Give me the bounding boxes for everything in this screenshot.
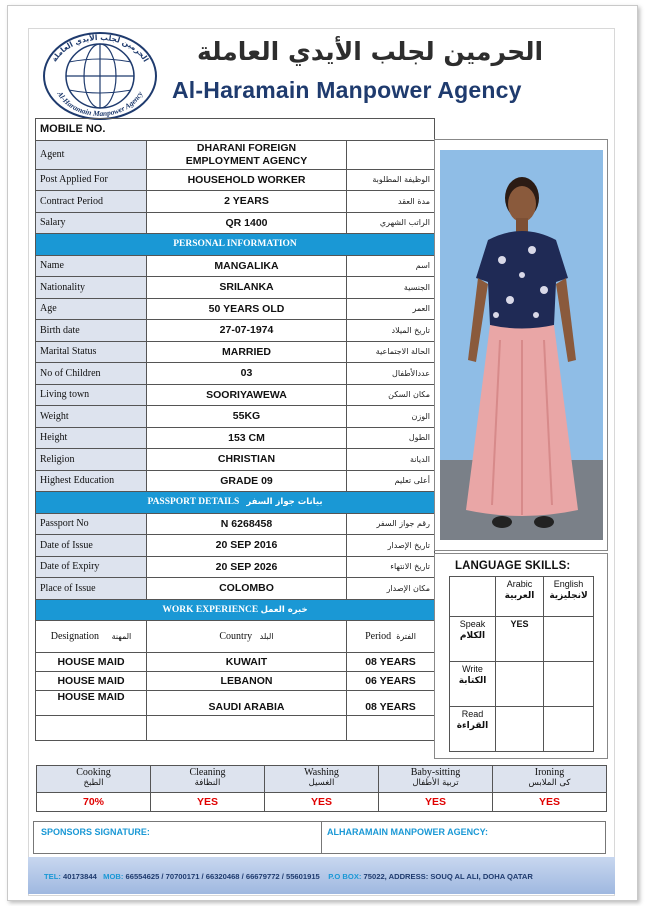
lang-corner	[450, 577, 496, 617]
language-skill-label: Speak الكلام	[450, 617, 496, 662]
personal-row	[36, 406, 435, 428]
personal-row	[36, 255, 435, 277]
job-label: Salary	[36, 212, 147, 234]
signature-box	[33, 821, 606, 854]
language-english-value	[544, 617, 594, 662]
passport-label: Date of Expiry	[36, 556, 147, 578]
work-designation: HOUSE MAID	[36, 691, 147, 716]
work-country: LEBANON	[147, 672, 347, 691]
skill-value: YES	[265, 793, 379, 812]
personal-row	[36, 363, 435, 385]
job-label: Post Applied For	[36, 169, 147, 191]
personal-value: 03	[147, 363, 347, 385]
language-english-value	[544, 662, 594, 707]
passport-arabic: مكان الإصدار	[347, 578, 435, 600]
globe-logo-icon	[38, 30, 160, 122]
cv-main-table	[35, 118, 435, 741]
language-skill-label: Read القراءة	[450, 707, 496, 752]
work-empty-row	[36, 716, 435, 741]
personal-label: Religion	[36, 449, 147, 471]
personal-row	[36, 298, 435, 320]
skill-name: Baby-sitting تربية الأطفال	[379, 766, 493, 793]
personal-arabic: العمر	[347, 298, 435, 320]
skill-value: 70%	[37, 793, 151, 812]
job-label: Contract Period	[36, 191, 147, 213]
personal-arabic: مكان السكن	[347, 384, 435, 406]
work-designation: HOUSE MAID	[36, 672, 147, 691]
personal-value: GRADE 09	[147, 470, 347, 492]
personal-row	[36, 427, 435, 449]
personal-arabic: أعلى تعليم	[347, 470, 435, 492]
language-arabic-value	[496, 707, 544, 752]
personal-arabic: اسم	[347, 255, 435, 277]
agent-value: DHARANI FOREIGN EMPLOYMENT AGENCY	[147, 140, 347, 169]
logo-arabic-text: الحرمين لجلب الأيدي العاملة	[49, 32, 151, 64]
personal-value: MANGALIKA	[147, 255, 347, 277]
agency-english-title: Al-Haramain Manpower Agency	[172, 77, 522, 103]
candidate-photo	[440, 150, 603, 540]
skill-value: YES	[493, 793, 607, 812]
passport-row	[36, 556, 435, 578]
footer-contact: TEL: 40173844 MOB: 66554625 / 70700171 / 66320468 / 66679772 / 55601915 P.O BOX: 75022, ADDRESS: SOUQ AL ALI, DOHA QATAR	[44, 872, 533, 881]
job-row	[36, 169, 435, 191]
personal-row	[36, 470, 435, 492]
personal-row	[36, 341, 435, 363]
personal-arabic: عددالأطفال	[347, 363, 435, 385]
personal-info-header: PERSONAL INFORMATION	[36, 234, 435, 256]
work-designation: HOUSE MAID	[36, 653, 147, 672]
skill-name: Cleaning النظافة	[151, 766, 265, 793]
agent-label: Agent	[36, 140, 147, 169]
country-column: Country البلد	[147, 621, 347, 653]
job-arabic: الوظيفة المطلوبة	[347, 169, 435, 191]
passport-arabic: رقم جواز السفر	[347, 513, 435, 535]
personal-arabic: الطول	[347, 427, 435, 449]
personal-label: Marital Status	[36, 341, 147, 363]
work-columns-header	[36, 621, 435, 653]
logo-english-text: Al-Haramain Manpower Agency	[55, 89, 145, 119]
personal-row	[36, 320, 435, 342]
language-skill-label: Write الكتابة	[450, 662, 496, 707]
passport-value: 20 SEP 2026	[147, 556, 347, 578]
personal-arabic: تاريخ الميلاد	[347, 320, 435, 342]
language-english-value	[544, 707, 594, 752]
skill-name: Ironing كى الملابس	[493, 766, 607, 793]
language-row	[450, 662, 594, 707]
mobile-label: MOBILE NO.	[36, 119, 435, 141]
personal-row	[36, 449, 435, 471]
signature-divider	[321, 821, 322, 854]
personal-label: Highest Education	[36, 470, 147, 492]
language-arabic-value: YES	[496, 617, 544, 662]
work-experience-row	[36, 653, 435, 672]
agent-arabic	[347, 140, 435, 169]
personal-label: Age	[36, 298, 147, 320]
work-period: 08 YEARS	[347, 691, 435, 716]
passport-details-header: PASSPORT DETAILS بيانات جواز السفر	[36, 492, 435, 514]
job-value: HOUSEHOLD WORKER	[147, 169, 347, 191]
personal-value: SRILANKA	[147, 277, 347, 299]
personal-arabic: الحالة الاجتماعية	[347, 341, 435, 363]
passport-row	[36, 578, 435, 600]
passport-label: Date of Issue	[36, 535, 147, 557]
passport-value: 20 SEP 2016	[147, 535, 347, 557]
personal-label: Birth date	[36, 320, 147, 342]
personal-value: 153 CM	[147, 427, 347, 449]
work-experience-row	[36, 672, 435, 691]
passport-arabic: تاريخ الانتهاء	[347, 556, 435, 578]
job-arabic: الراتب الشهري	[347, 212, 435, 234]
personal-arabic: الجنسية	[347, 277, 435, 299]
personal-label: Living town	[36, 384, 147, 406]
job-arabic: مدة العقد	[347, 191, 435, 213]
passport-row	[36, 535, 435, 557]
personal-value: 55KG	[147, 406, 347, 428]
personal-label: Height	[36, 427, 147, 449]
language-arabic-value	[496, 662, 544, 707]
personal-label: Weight	[36, 406, 147, 428]
language-row	[450, 707, 594, 752]
personal-value: 27-07-1974	[147, 320, 347, 342]
passport-arabic: تاريخ الإصدار	[347, 535, 435, 557]
designation-column: Designation المهنة	[36, 621, 147, 653]
work-experience-header: WORK EXPERIENCE خبره العمل	[36, 599, 435, 621]
work-country: KUWAIT	[147, 653, 347, 672]
skills-table	[36, 765, 607, 812]
passport-value: N 6268458	[147, 513, 347, 535]
language-skills-title: LANGUAGE SKILLS:	[455, 560, 571, 572]
personal-row	[36, 277, 435, 299]
language-skills-table	[449, 576, 594, 752]
passport-label: Place of Issue	[36, 578, 147, 600]
lang-col-english: English لانجليزية	[544, 577, 594, 617]
job-value: QR 1400	[147, 212, 347, 234]
work-period: 06 YEARS	[347, 672, 435, 691]
personal-arabic: الديانة	[347, 449, 435, 471]
agency-arabic-title: الحرمين لجلب الأيدي العاملة	[196, 37, 544, 66]
job-row	[36, 212, 435, 234]
passport-value: COLOMBO	[147, 578, 347, 600]
work-experience-row	[36, 691, 435, 716]
personal-label: No of Children	[36, 363, 147, 385]
personal-arabic: الوزن	[347, 406, 435, 428]
job-value: 2 YEARS	[147, 191, 347, 213]
period-column: Period الفترة	[347, 621, 435, 653]
skill-value: YES	[151, 793, 265, 812]
skill-value: YES	[379, 793, 493, 812]
personal-label: Name	[36, 255, 147, 277]
skill-name: Washing الغسيل	[265, 766, 379, 793]
lang-col-arabic: Arabic العربية	[496, 577, 544, 617]
personal-value: CHRISTIAN	[147, 449, 347, 471]
passport-row	[36, 513, 435, 535]
personal-value: SOORIYAWEWA	[147, 384, 347, 406]
personal-label: Nationality	[36, 277, 147, 299]
work-country: SAUDI ARABIA	[147, 691, 347, 716]
personal-value: 50 YEARS OLD	[147, 298, 347, 320]
agency-signature-label: ALHARAMAIN MANPOWER AGENCY:	[327, 827, 488, 837]
personal-row	[36, 384, 435, 406]
job-row	[36, 191, 435, 213]
language-row	[450, 617, 594, 662]
work-period: 08 YEARS	[347, 653, 435, 672]
sponsor-signature-label: SPONSORS SIGNATURE:	[41, 827, 150, 837]
passport-label: Passport No	[36, 513, 147, 535]
personal-value: MARRIED	[147, 341, 347, 363]
skill-name: Cooking الطبخ	[37, 766, 151, 793]
